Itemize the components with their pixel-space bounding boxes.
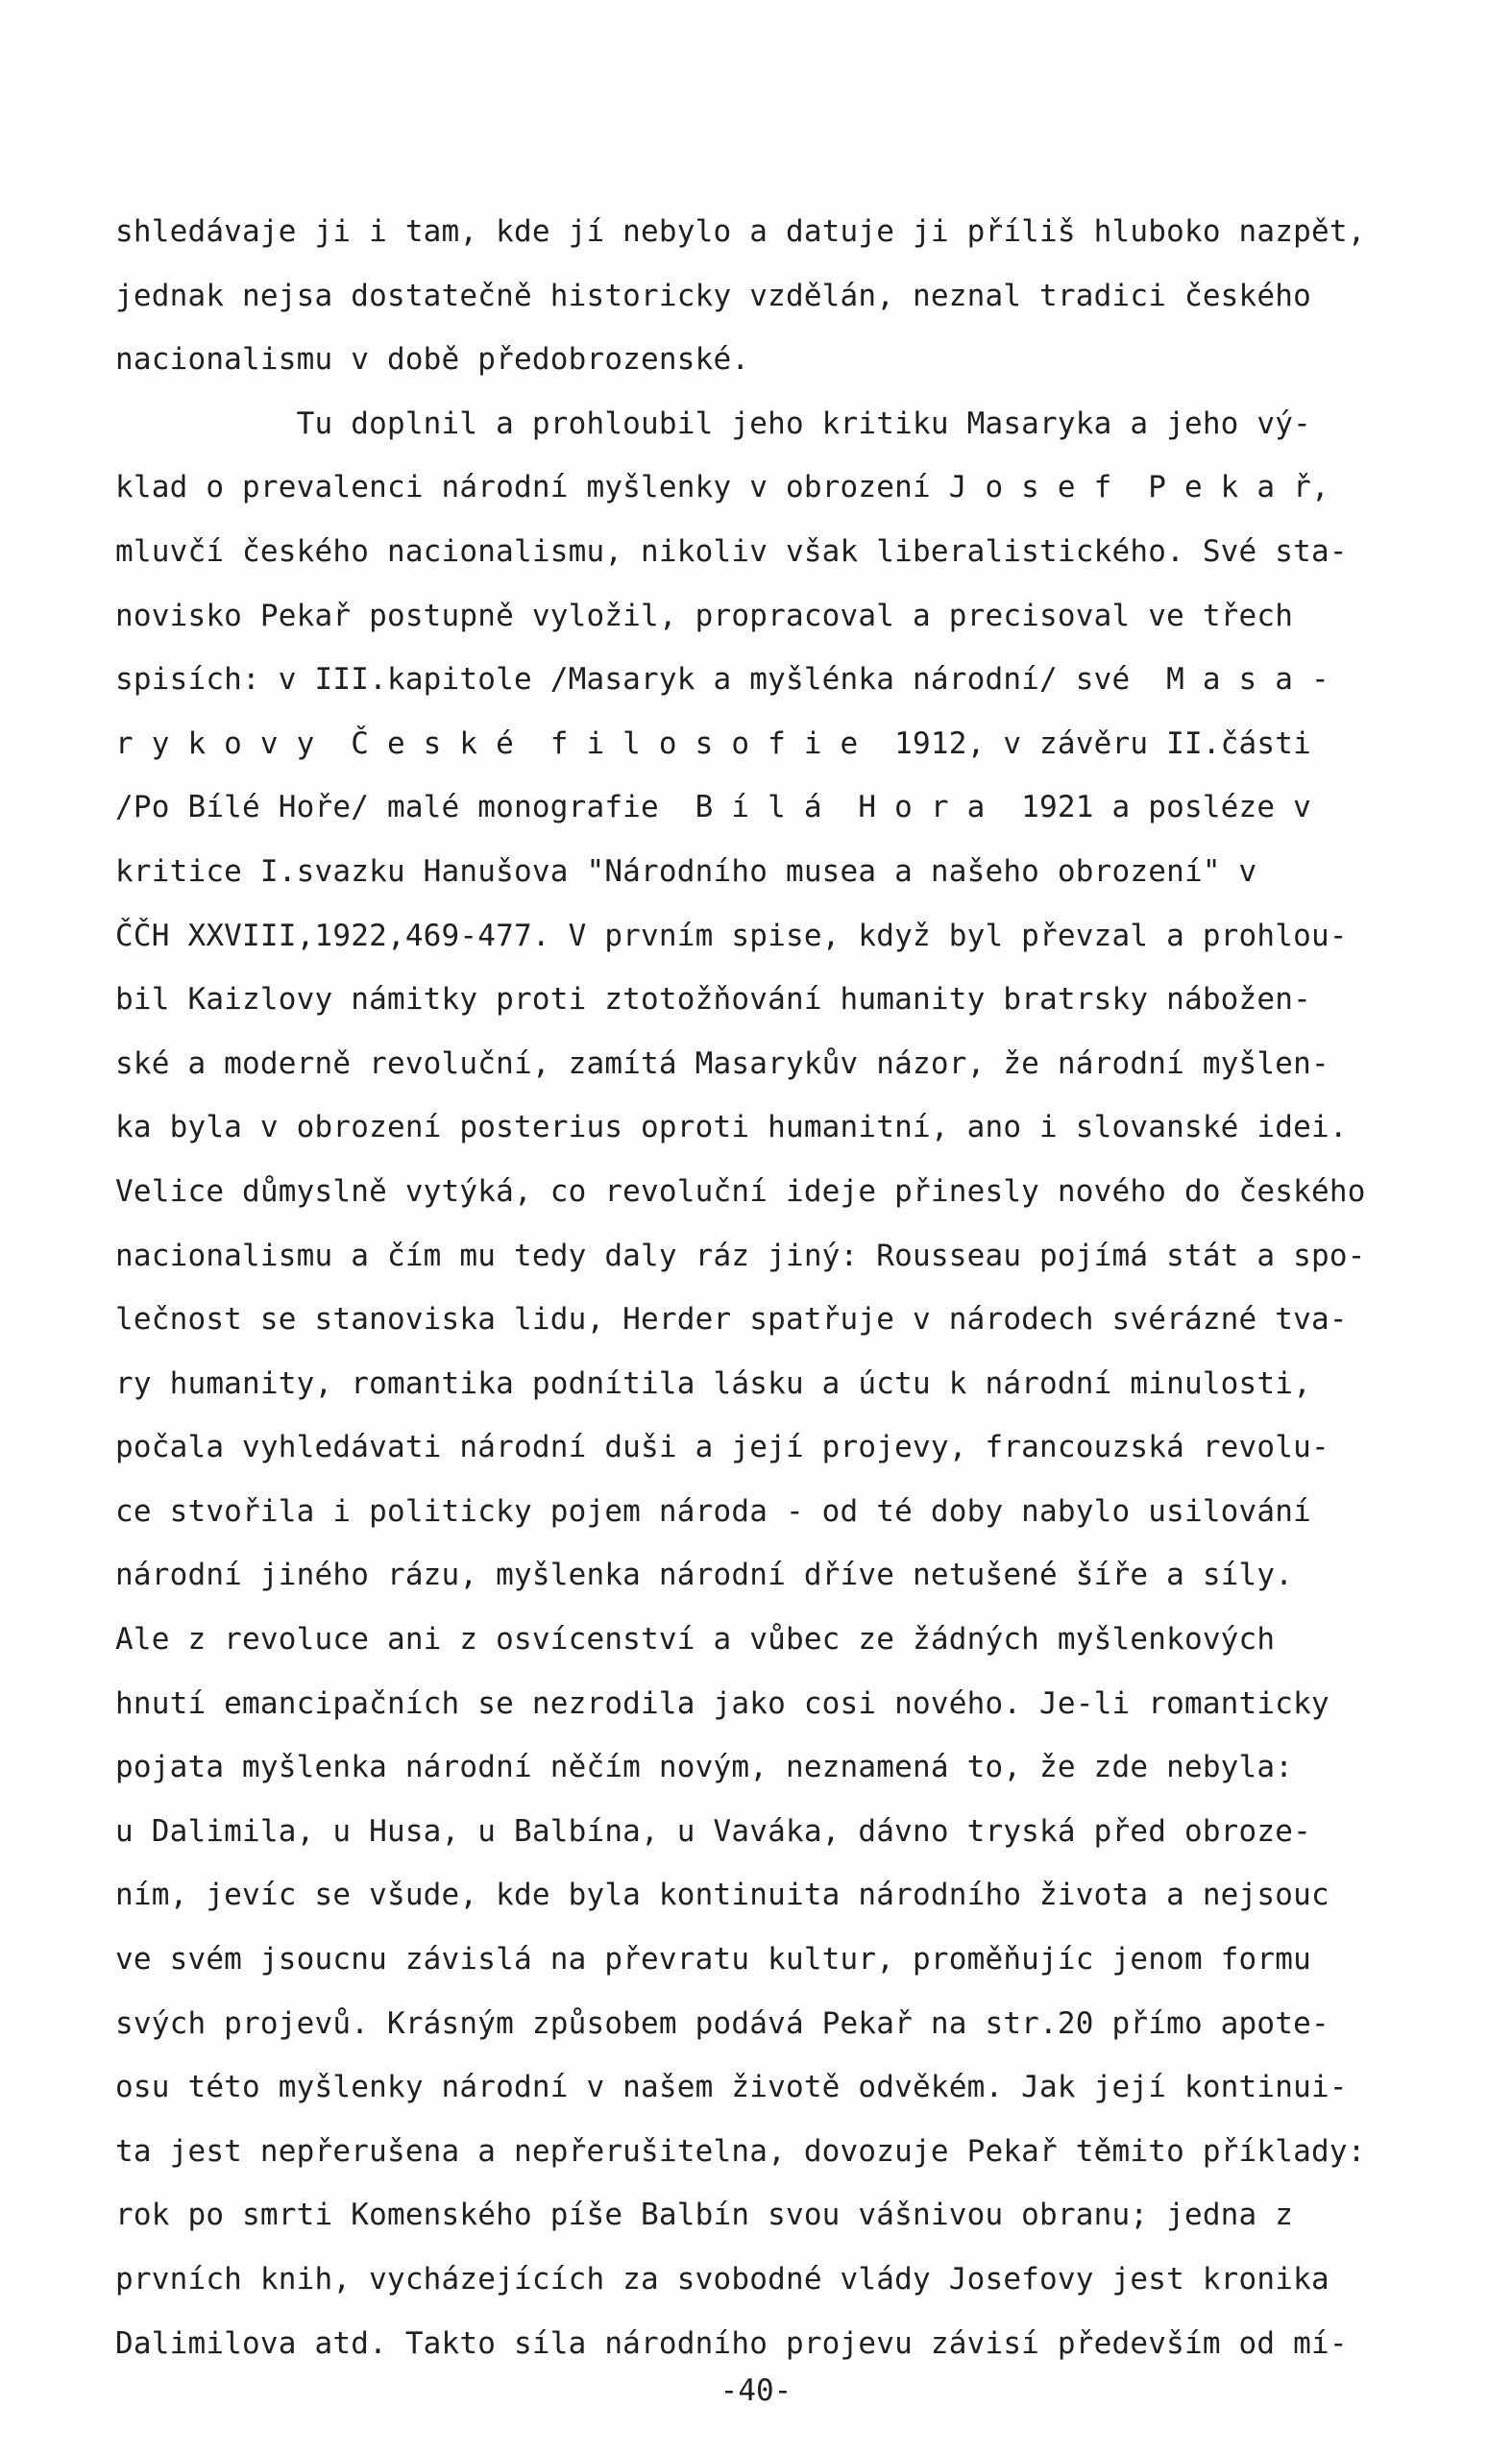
text-line: svých projevů. Krásným způsobem podává Pekař na str.20 přímo apote- xyxy=(115,2005,1329,2041)
text-line: prvních knih, vycházejících za svobodné vlády Josefovy jest kronika xyxy=(115,2262,1329,2297)
text-line: počala vyhledávati národní duši a její projevy, francouzská revolu- xyxy=(115,1430,1329,1465)
body-text xyxy=(115,200,1422,2375)
text-line: národní jiného rázu, myšlenka národní dříve netušené šíře a síly. xyxy=(115,1558,1294,1593)
text-line: mluvčí českého nacionalismu, nikoliv však liberalistického. Své sta- xyxy=(115,533,1348,569)
text-line: osu této myšlenky národní v našem životě odvěkém. Jak její kontinui- xyxy=(115,2070,1348,2105)
text-line: ka byla v obrození posterius oproti humanitní, ano i slovanské idei. xyxy=(115,1110,1348,1145)
text-line: ské a moderně revoluční, zamítá Masarykův názor, že národní myšlen- xyxy=(115,1045,1329,1081)
page-number: -40- xyxy=(719,2373,793,2408)
text-line: kritice I.svazku Hanušova "Národního musea a našeho obrození" v xyxy=(115,853,1257,889)
text-line: klad o prevalenci národní myšlenky v obrození J o s e f P e k a ř, xyxy=(115,470,1329,505)
text-line: Velice důmyslně vytýká, co revoluční ideje přinesly nového do českého xyxy=(115,1173,1366,1209)
text-line: Ale z revoluce ani z osvícenství a vůbec ze žádných myšlenkových xyxy=(115,1622,1276,1658)
text-line: rok po smrti Komenského píše Balbín svou vášnivou obranu; jedna z xyxy=(115,2198,1294,2233)
text-line: r y k o v y Č e s k é f i l o s o f i e 1912, v závěru II.části xyxy=(115,725,1311,761)
text-line: Tu doplnil a prohloubil jeho kritiku Masaryka a jeho vý- xyxy=(115,405,1311,441)
text-line: Dalimilova atd. Takto síla národního projevu závisí především od mí- xyxy=(115,2325,1348,2361)
text-line: /Po Bílé Hoře/ malé monografie B í l á H o r a 1921 a posléze v xyxy=(115,790,1311,825)
text-line: ce stvořila i politicky pojem národa - od té doby nabylo usilování xyxy=(115,1493,1311,1529)
text-line: novisko Pekař postupně vyložil, propracoval a precisoval ve třech xyxy=(115,598,1294,633)
text-line: spisích: v III.kapitole /Masaryk a myšlénka národní/ své M a s a - xyxy=(115,662,1329,698)
text-line: shledávaje ji i tam, kde jí nebylo a datuje ji příliš hluboko nazpět, xyxy=(115,214,1366,249)
text-line: nacionalismu v době předobrozenské. xyxy=(115,342,750,378)
text-line: ve svém jsoucnu závislá na převratu kultur, proměňujíc jenom formu xyxy=(115,1942,1311,1978)
text-line: pojata myšlenka národní něčím novým, neznamená to, že zde nebyla: xyxy=(115,1750,1294,1785)
text-line: jednak nejsa dostatečně historicky vzdělán, neznal tradici českého xyxy=(115,278,1311,313)
text-line: nacionalismu a čím mu tedy daly ráz jiný: Rousseau pojímá stát a spo- xyxy=(115,1238,1366,1273)
text-line: u Dalimila, u Husa, u Balbína, u Vaváka, dávno tryská před obroze- xyxy=(115,1813,1311,1849)
text-line: ry humanity, romantika podnítila lásku a úctu k národní minulosti, xyxy=(115,1365,1311,1401)
text-line: hnutí emancipačních se nezrodila jako cosi nového. Je-li romanticky xyxy=(115,1685,1329,1721)
text-line: ta jest nepřerušena a nepřerušitelna, dovozuje Pekař těmito příklady: xyxy=(115,2133,1366,2169)
text-line: ČČH XXVIII,1922,469-477. V prvním spise, když byl převzal a prohlou- xyxy=(115,918,1348,953)
text-line: lečnost se stanoviska lidu, Herder spatřuje v národech svérázné tva- xyxy=(115,1302,1348,1338)
text-line: bil Kaizlovy námitky proti ztotožňování humanity bratrsky nábožen- xyxy=(115,982,1311,1018)
text-line: ním, jevíc se všude, kde byla kontinuita národního života a nejsouc xyxy=(115,1878,1329,1913)
